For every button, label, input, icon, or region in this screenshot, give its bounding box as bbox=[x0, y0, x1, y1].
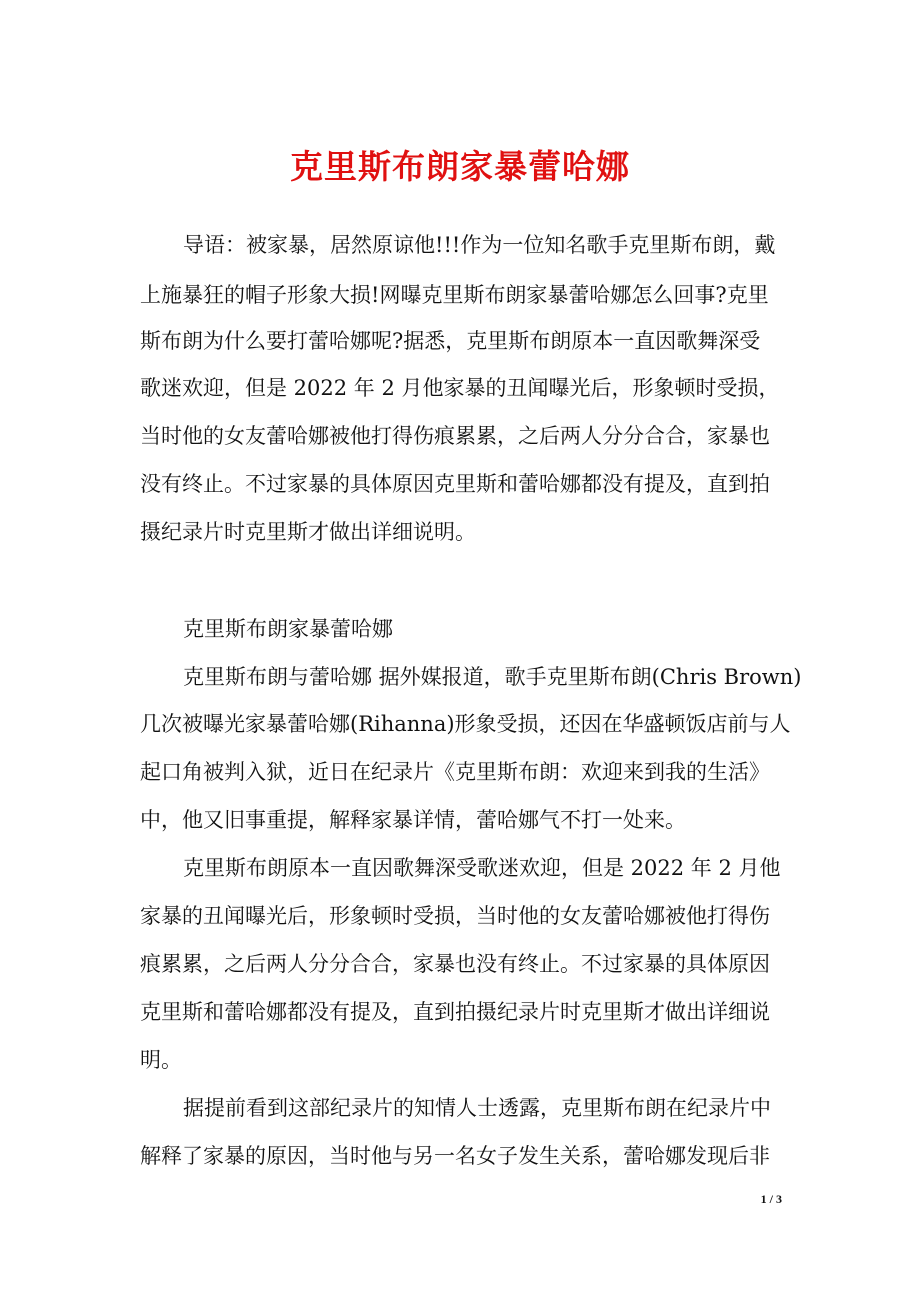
text-line: 斯布朗为什么要打蕾哈娜呢?据悉，克里斯布朗原本一直因歌舞深受 bbox=[140, 329, 761, 353]
text-line: 据提前看到这部纪录片的知情人士透露，克里斯布朗在纪录片中 bbox=[183, 1096, 771, 1120]
text-line: 没有终止。不过家暴的具体原因克里斯和蕾哈娜都没有提及，直到拍 bbox=[140, 472, 770, 496]
text-line: 克里斯和蕾哈娜都没有提及，直到拍摄纪录片时克里斯才做出详细说 bbox=[140, 1000, 770, 1024]
text-line: 痕累累，之后两人分分合合，家暴也没有终止。不过家暴的具体原因 bbox=[140, 952, 770, 976]
text-line: 中，他又旧事重提，解释家暴详情，蕾哈娜气不打一处来。 bbox=[140, 808, 686, 832]
text-line: 几次被曝光家暴蕾哈娜(Rihanna)形象受损，还因在华盛顿饭店前与人 bbox=[140, 712, 791, 736]
text-line: 克里斯布朗原本一直因歌舞深受歌迷欢迎，但是 2022 年 2 月他 bbox=[183, 856, 781, 880]
text-line: 歌迷欢迎，但是 2022 年 2 月他家暴的丑闻曝光后，形象顿时受损， bbox=[140, 376, 780, 400]
text-line: 家暴的丑闻曝光后，形象顿时受损，当时他的女友蕾哈娜被他打得伤 bbox=[140, 904, 770, 928]
section-heading: 克里斯布朗家暴蕾哈娜 bbox=[183, 617, 393, 641]
text-line: 克里斯布朗与蕾哈娜 据外媒报道，歌手克里斯布朗(Chris Brown) bbox=[183, 665, 802, 689]
document-title: 克里斯布朗家暴蕾哈娜 bbox=[290, 147, 630, 186]
text-line: 明。 bbox=[140, 1048, 182, 1072]
text-line: 当时他的女友蕾哈娜被他打得伤痕累累，之后两人分分合合，家暴也 bbox=[140, 424, 770, 448]
text-line: 解释了家暴的原因，当时他与另一名女子发生关系，蕾哈娜发现后非 bbox=[140, 1144, 770, 1168]
text-line: 起口角被判入狱，近日在纪录片《克里斯布朗：欢迎来到我的生活》 bbox=[140, 760, 770, 784]
text-line: 导语：被家暴，居然原谅他!!!作为一位知名歌手克里斯布朗，戴 bbox=[183, 233, 776, 257]
text-line: 上施暴狂的帽子形象大损!网曝克里斯布朗家暴蕾哈娜怎么回事?克里 bbox=[140, 283, 769, 307]
page-number: 1 / 3 bbox=[760, 1192, 782, 1206]
text-line: 摄纪录片时克里斯才做出详细说明。 bbox=[140, 520, 476, 544]
